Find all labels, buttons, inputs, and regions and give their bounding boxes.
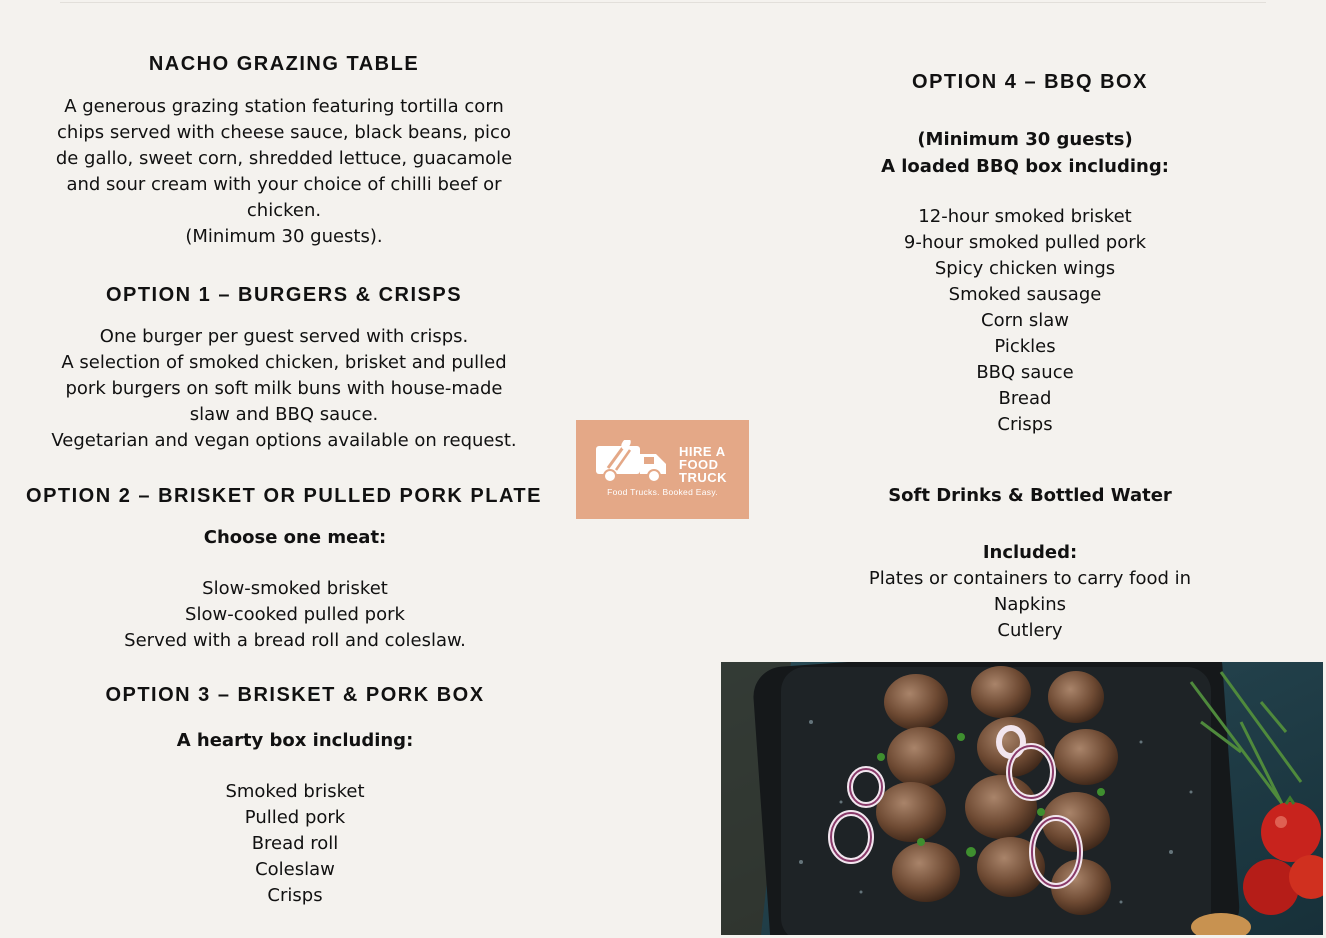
option1-line: pork burgers on soft milk buns with house-made <box>65 378 503 399</box>
hire-a-food-truck-logo <box>576 420 749 519</box>
drinks-section <box>800 482 1260 509</box>
nacho-line: and sour cream with your choice of chilli beef or <box>66 174 502 195</box>
nacho-line: de gallo, sweet corn, shredded lettuce, guacamole <box>55 148 513 169</box>
option4-title: OPTION 4 – BBQ BOX <box>912 71 1148 93</box>
option4-item: Spicy chicken wings <box>934 258 1116 279</box>
option4-item: BBQ sauce <box>976 362 1074 383</box>
option4-minimum: (Minimum 30 guests) <box>917 129 1133 150</box>
option4-item: 12-hour smoked brisket <box>918 206 1132 227</box>
nacho-section <box>40 52 528 250</box>
logo-line: FOOD <box>679 457 719 472</box>
nacho-line: chicken. <box>246 200 322 221</box>
food-truck-icon <box>594 440 674 484</box>
option2-line: Served with a bread roll and coleslaw. <box>124 630 466 651</box>
option3-item: Crisps <box>267 885 323 906</box>
option1-line: Vegetarian and vegan options available on request. <box>51 430 517 451</box>
option1-line: slaw and BBQ sauce. <box>189 404 379 425</box>
option4-item: Pickles <box>994 336 1056 357</box>
bbq-skewers-illustration <box>721 662 1323 935</box>
logo-line: HIRE A <box>679 444 726 459</box>
option1-title: OPTION 1 – BURGERS & CRISPS <box>105 284 463 306</box>
option4-item: Crisps <box>997 414 1053 435</box>
option1-line: A selection of smoked chicken, brisket and pulled <box>61 352 507 373</box>
included-item: Cutlery <box>997 620 1063 641</box>
option1-line: One burger per guest served with crisps. <box>99 326 469 347</box>
included-item: Napkins <box>993 594 1067 615</box>
option2-line: Slow-cooked pulled pork <box>185 604 405 625</box>
nacho-title: NACHO GRAZING TABLE <box>148 53 420 75</box>
option4-section <box>800 70 1260 94</box>
option3-title: OPTION 3 – BRISKET & PORK BOX <box>105 684 485 706</box>
option3-item: Smoked brisket <box>225 781 365 802</box>
option4-details <box>795 126 1255 438</box>
logo-wordmark <box>679 445 727 484</box>
option2-title: OPTION 2 – BRISKET OR PULLED PORK PLATE <box>26 485 542 507</box>
option4-item: 9-hour smoked pulled pork <box>903 232 1147 253</box>
logo-tagline: Food Trucks. Booked Easy. <box>607 487 718 497</box>
option1-section <box>20 283 548 454</box>
included-section <box>800 539 1260 644</box>
option4-subtitle: A loaded BBQ box including: <box>881 156 1169 177</box>
option2-title-wrap <box>10 484 558 508</box>
option3-item: Bread roll <box>251 833 339 854</box>
included-label: Included: <box>982 542 1078 563</box>
option2-line: Slow-smoked brisket <box>202 578 388 599</box>
option4-item: Corn slaw <box>981 310 1069 331</box>
nacho-line: chips served with cheese sauce, black beans, pico <box>57 122 511 143</box>
top-rule <box>60 2 1266 3</box>
option4-item: Bread <box>998 388 1052 409</box>
option2-subtitle: Choose one meat: <box>203 527 387 548</box>
option3-subtitle: A hearty box including: <box>176 730 414 751</box>
nacho-line: (Minimum 30 guests). <box>185 226 383 247</box>
drinks-label: Soft Drinks & Bottled Water <box>888 485 1172 506</box>
option3-item: Pulled pork <box>244 807 346 828</box>
included-item: Plates or containers to carry food in <box>868 568 1192 589</box>
option3-item: Coleslaw <box>255 859 335 880</box>
nacho-line: A generous grazing station featuring tortilla corn <box>64 96 504 117</box>
option2-section <box>60 524 530 654</box>
option3-section <box>60 683 530 909</box>
bbq-skewers-photo <box>721 662 1323 935</box>
option4-item: Smoked sausage <box>948 284 1102 305</box>
logo-line: TRUCK <box>679 470 727 485</box>
